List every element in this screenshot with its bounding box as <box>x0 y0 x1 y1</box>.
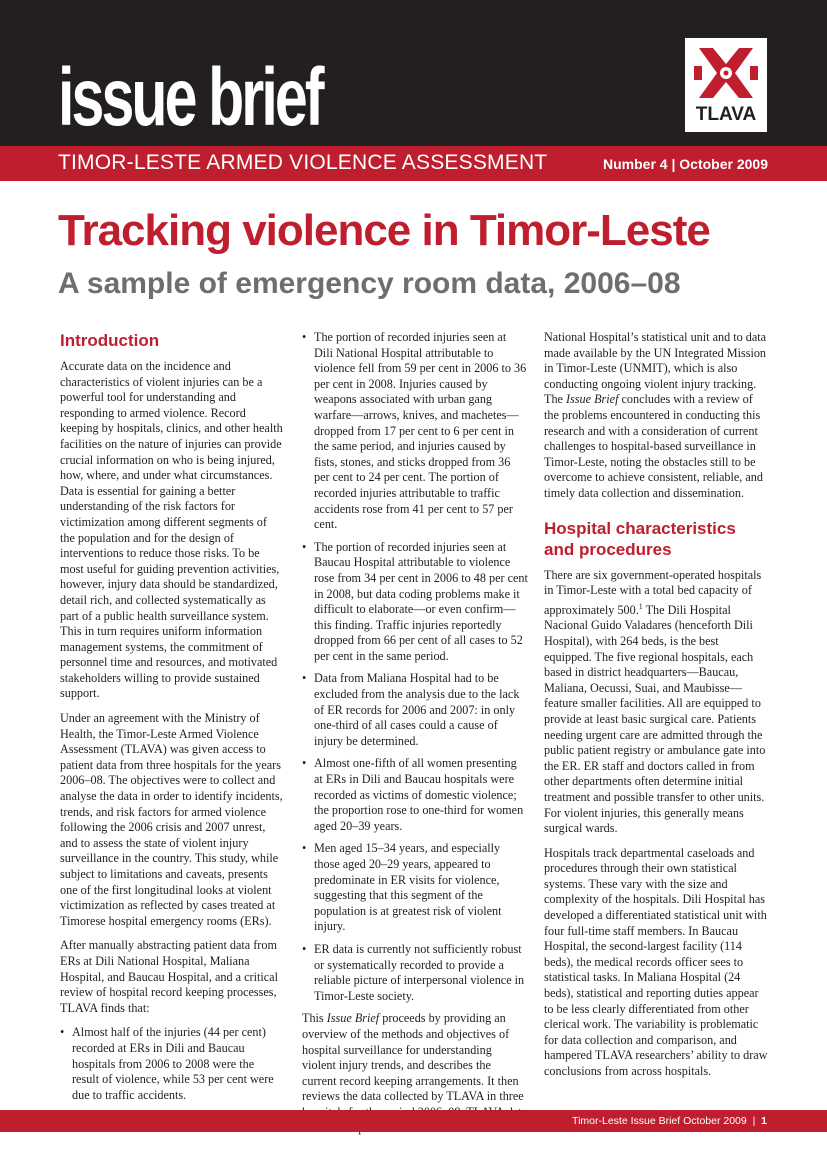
series-bar <box>0 146 827 181</box>
findings-lead-paragraph: After manually abstracting patient data from ERs at Dili National Hospital, Maliana Hospital, and Baucau Hospital, and a critical review of hospital record keeping processes, TLAVA finds that: <box>60 938 278 1015</box>
overview-continued-text: National Hospital’s statistical unit and to data made available by the UN Integrated Mission in Timor-Leste (UNMIT), which is also conducting ongoing violent injury tracking. The <box>544 330 767 407</box>
column-2 <box>302 330 528 1145</box>
issue-brief-italic: Issue Brief <box>566 392 619 407</box>
page-title: Tracking violence in Timor-Leste <box>58 206 710 255</box>
overview-text: This <box>302 1011 327 1026</box>
finding-item: • Men aged 15–34 years, and especially those aged 20–29 years, appeared to predominate in ER visits for violence, suggesting that this segment of the population is at greatest risk of violent injury. <box>302 841 528 935</box>
tlava-emblem-icon <box>691 42 761 104</box>
overview-continued-paragraph <box>544 330 768 502</box>
finding-item: • Almost half of the injuries (44 per cent) recorded at ERs in Dili and Baucau hospitals from 2006 to 2008 were the result of violence, while 53 per cent were due to traffic accidents. <box>60 1025 284 1103</box>
hospitals-text: There are six government-operated hospitals in Timor-Leste with a total bed capacity of approximately 500. <box>544 567 762 617</box>
finding-item: • Data from Maliana Hospital had to be excluded from the analysis due to the lack of ER records for 2006 and 2007: in only one-third of all cases could a cause of injury be determined. <box>302 671 528 749</box>
finding-item: • Almost one-fifth of all women presenting at ERs in Dili and Baucau hospitals were recorded as victims of domestic violence; the proportion rose to one-third for women aged 20–39 years. <box>302 756 528 834</box>
page-number: 1 <box>761 1115 767 1127</box>
footer-publication: Timor-Leste Issue Brief October 2009 <box>572 1115 747 1127</box>
statistics-paragraph: Hospitals track departmental caseloads and procedures through their own statistical systems. These vary with the size and complexity of the hospitals. Dili Hospital has developed a differentiated statistical unit with four full-time staff members. In Baucau Hospital, the second-largest facility (114 beds), the medical records officer sees to statistical tasks. In Maliana Hospital (24 beds), statistical and reporting duties appear to be less clearly differentiated from other clerical work. The variability is problematic for data collection and comparison, and hampered TLAVA researchers’ ability to draw conclusions from across hospitals. <box>544 845 768 1078</box>
series-title: TIMOR-LESTE ARMED VIOLENCE ASSESSMENT <box>58 151 548 174</box>
hospitals-paragraph <box>544 568 768 837</box>
hospital-characteristics-heading: Hospital characteristics and procedures <box>544 518 736 559</box>
footer-separator: | <box>752 1115 756 1127</box>
column-3 <box>544 330 768 1089</box>
footnote-marker: 1 <box>638 601 643 611</box>
column-1 <box>60 330 284 1110</box>
overview-continued-rest: concludes with a review of the problems encountered in conducting this research and with a consideration of current challenges to hospital-based surveillance in Timor-Leste, noting the obstacles still to be overcome to achieve consistent, reliable, and timely data collection and dissemination. <box>544 392 763 500</box>
agreement-paragraph: Under an agreement with the Ministry of Health, the Timor-Leste Armed Violence Assessment (TLAVA) was given access to patient data from three hospitals for the years 2006–08. The objectives were to collect and analyse the data in order to identify incidents, trends, and risk factors for armed violence following the 2006 crisis and 2007 unrest, and to assess the state of violent injury surveillance in the country. This study, while subject to limitations and caveats, presents one of the first longitudinal looks at violent victimization as reflected by cases treated at Timorese hospital emergency rooms (ERs). <box>60 711 283 928</box>
issue-number: Number 4 | October 2009 <box>603 156 768 172</box>
finding-item: • ER data is currently not sufficiently robust or systematically recorded to provide a reliable picture of interpersonal violence in Timor-Leste society. <box>302 942 528 1004</box>
logo-text: TLAVA <box>695 104 757 125</box>
footer-text <box>572 1114 767 1128</box>
finding-item: • The portion of recorded injuries seen at Dili National Hospital attributable to violence fell from 59 per cent in 2006 to 36 per cent in 2008. Injuries caused by weapons associated with urban gang warfare—arrows, knives, and machetes—dropped from 17 per cent to 6 per cent in the same period, and injuries caused by fists, stones, and sticks dropped from 36 per cent to 24 per cent. The portion of recorded injuries attributable to traffic accidents rose from 41 per cent to 57 per cent. <box>302 330 528 533</box>
intro-paragraph: Accurate data on the incidence and characteristics of violent injuries can be a powerful tool for understanding and responding to armed violence. Record keeping by hospitals, clinics, and other health facilities on the nature of injuries can provide crucial information on who is being injured, how, where, and under what circumstances. Data is essential for gaining a better understanding of the risk factors for victimization among different segments of the population and for the design of interventions to reduce those risks. To be most useful for guiding prevention activities, however, injury data should be standardized, detail rich, and collected systematically as part of a public health surveillance system. This in turn requires uniform information management systems, the commitment of personnel time and resources, and motivated stakeholders willing to provide sustained support. <box>60 359 283 701</box>
issue-brief-italic: Issue Brief <box>326 1011 380 1026</box>
introduction-heading: Introduction <box>60 331 160 350</box>
hospitals-text-rest: The Dili Hospital Nacional Guido Valadares (henceforth Dili Hospital), with 264 beds, is the best equipped. The five regional hospitals, each based in district headquarters—Baucau, Maliana, Oecussi, Suai, and Maubisse—feature smaller facilities. All are equipped to provide at least basic surgical care. Patients needing urgent care are admitted through the public patient registry or ambulance gate into the ER. ER staff and doctors called in from other departments often determine initial treatment and possible transfer to other units. For violent injuries, this generally means surgical wards. <box>544 602 766 836</box>
finding-item: • The portion of recorded injuries seen at Baucau Hospital attributable to violence rose from 34 per cent in 2006 to 48 per cent in 2008, but data coding problems make it difficult to elaborate—or even confirm—this finding. Traffic injuries reportedly dropped from 66 per cent of all cases to 52 per cent in the same period. <box>302 540 528 665</box>
tlava-logo <box>685 38 767 132</box>
page-footer <box>0 1110 827 1132</box>
findings-list <box>60 1025 284 1103</box>
overview-text-rest: proceeds by providing an overview of the methods and objectives of hospital surveillance for understanding violent injury trends, and describes the current record keeping arrangements. It then reviews the data collected by TLAVA in three <box>302 1011 524 1104</box>
findings-list-continued <box>302 330 528 1004</box>
issue-brief-wordmark: issue brief <box>58 52 322 143</box>
page-subtitle: A sample of emergency room data, 2006–08 <box>58 267 681 300</box>
masthead <box>0 0 827 146</box>
